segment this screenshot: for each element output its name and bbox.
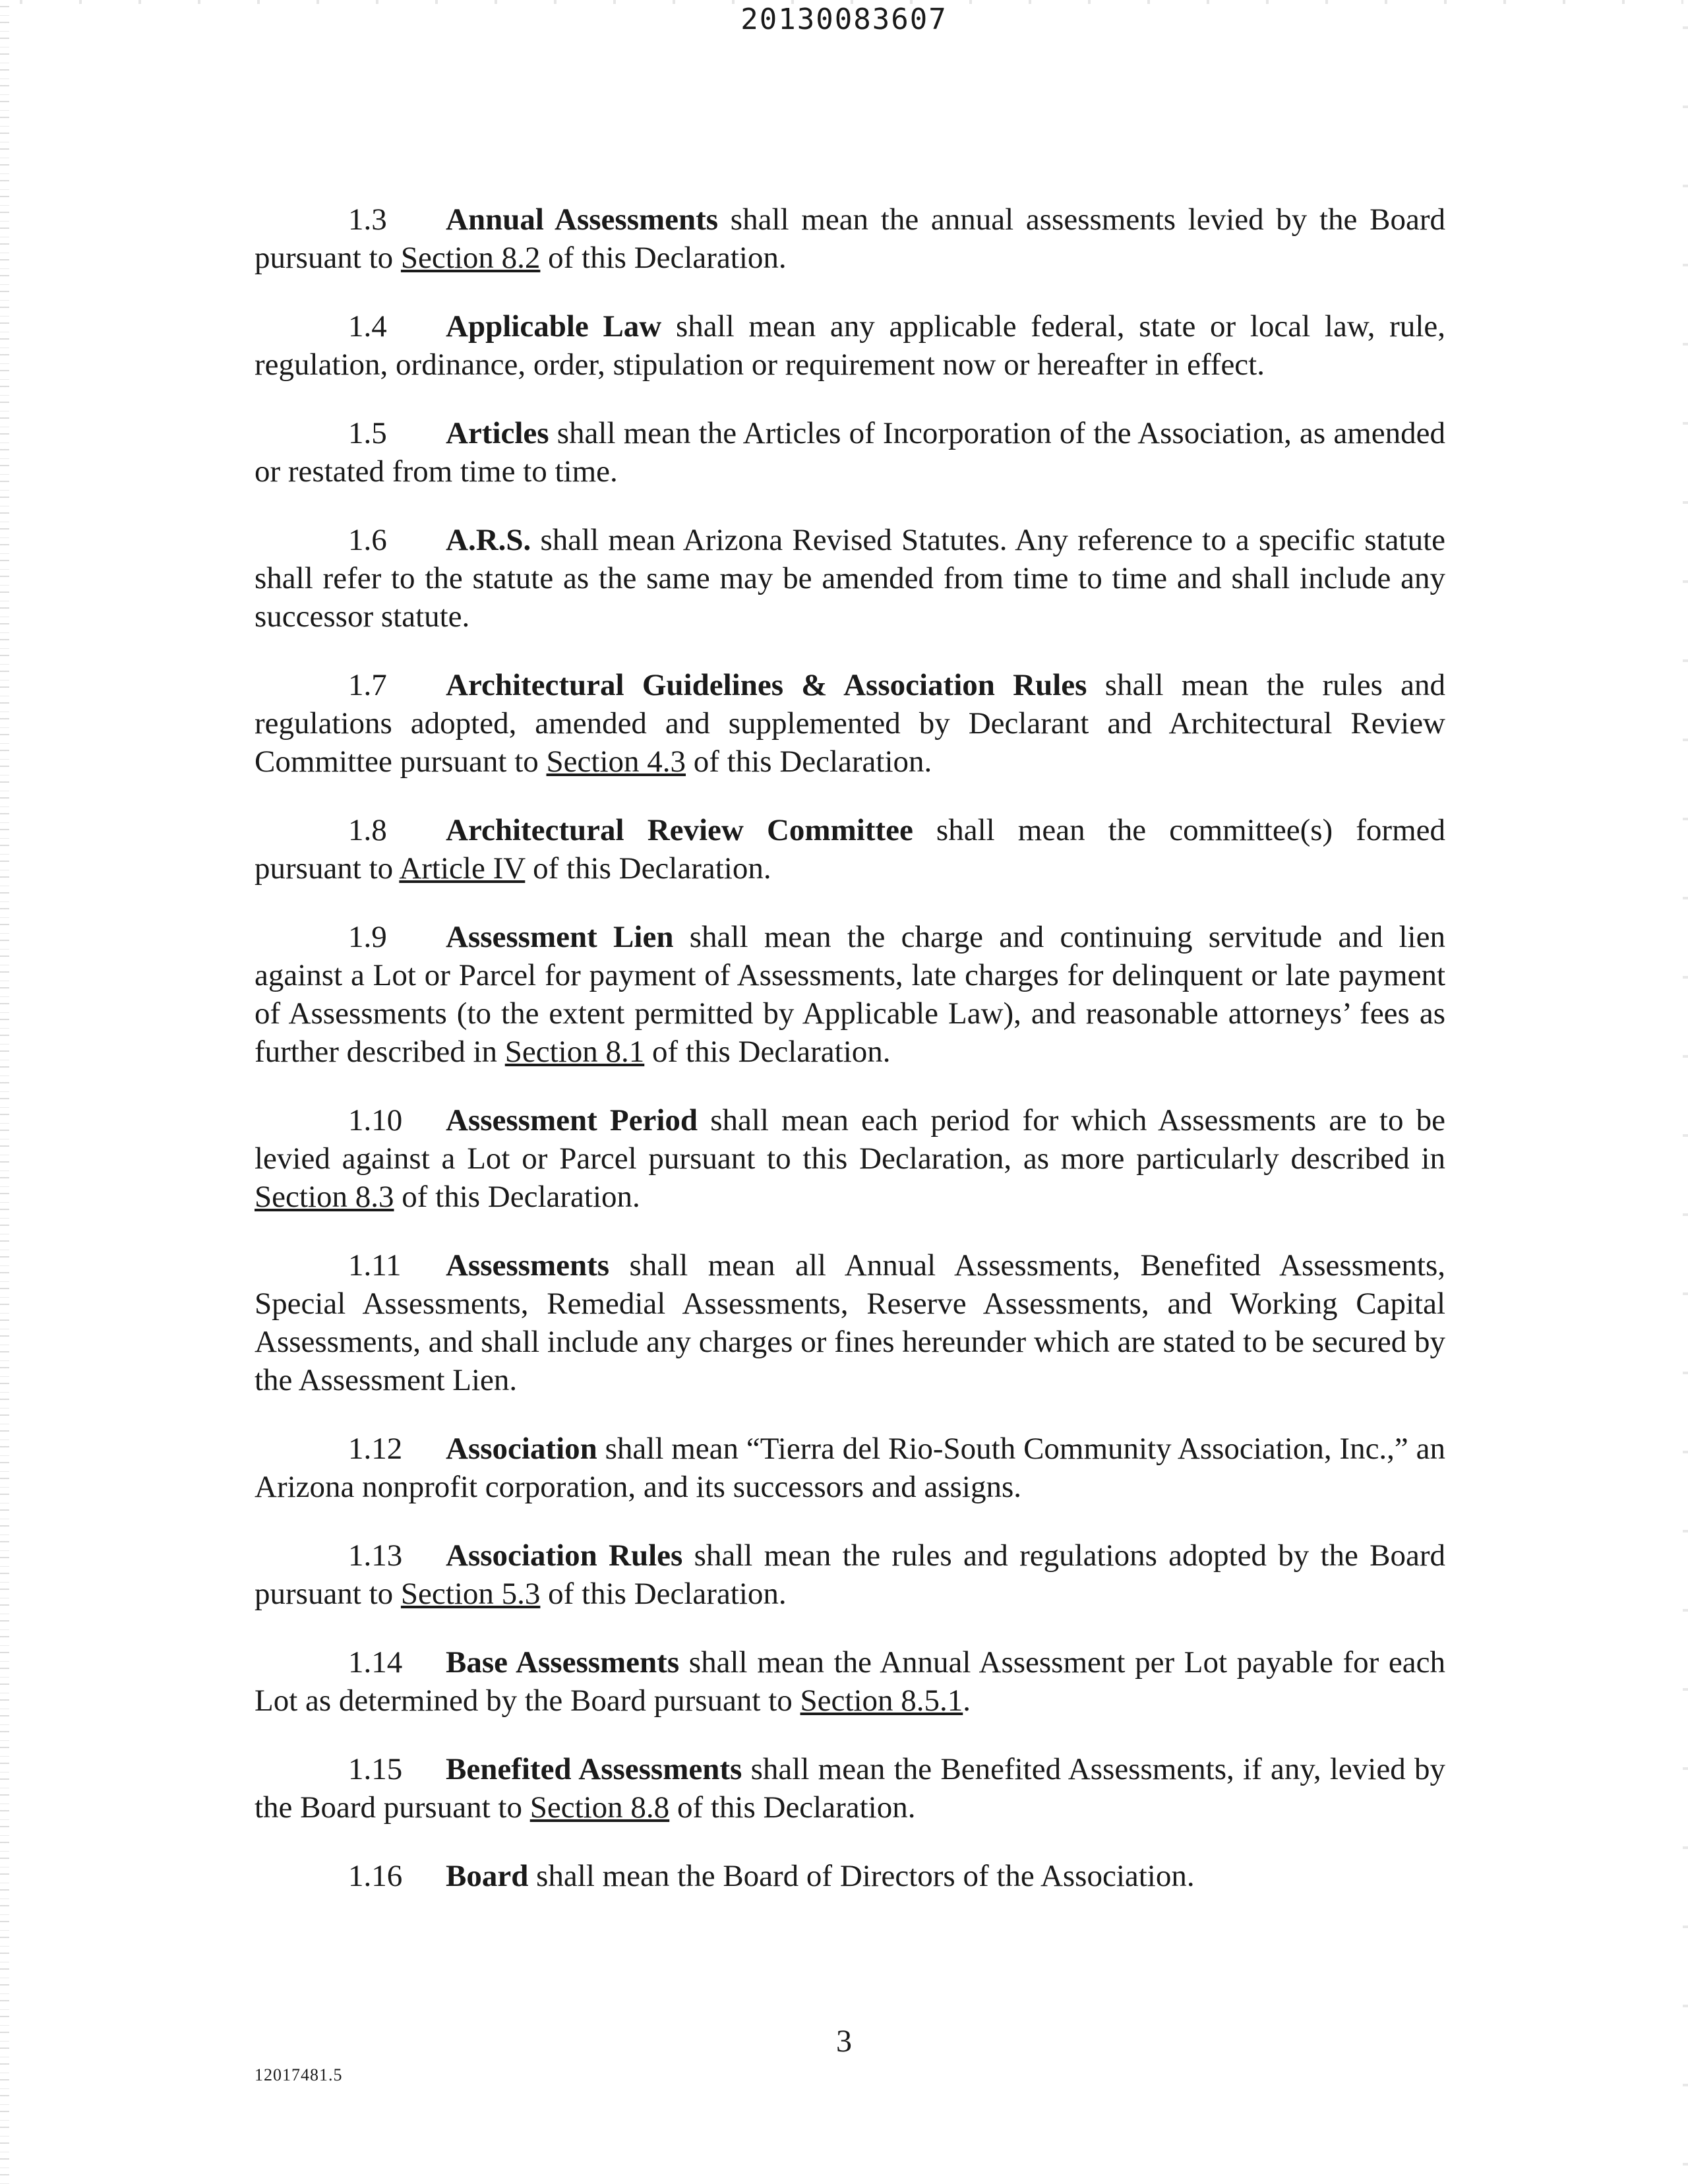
definition-term: Applicable Law [446,309,662,344]
article-reference: Article IV [399,851,526,886]
definition-text-end: of this Declaration. [525,851,771,886]
section-reference: Section 8.3 [255,1180,394,1214]
section-reference: Section 4.3 [546,744,686,779]
definition-text: shall mean the rules and regulations adopted by the Board pursuant to [255,1538,1445,1611]
definition-term: Assessment Period [446,1103,698,1138]
definition-term: Architectural Review Committee [446,813,913,847]
definition-text: shall mean the rules and regulations adopted, amended and supplemented by Declarant and Architectural Review Committee pursuant to [255,668,1445,779]
definition-paragraph [255,811,1445,888]
definition-number: 1.5 [348,416,387,450]
definition-number: 1.9 [348,920,387,954]
section-reference: Section 8.2 [400,241,541,275]
definition-number: 1.7 [348,668,387,702]
definition-text: shall mean the Board of Directors of the Association. [528,1859,1195,1893]
definition-term: Association [446,1432,597,1466]
section-reference: Section 8.8 [529,1790,670,1825]
definition-text: shall mean any applicable federal, state or local law, rule, regulation, ordinance, order, stipulation or requirement now or hereafter in effect. [255,309,1445,382]
page-number: 3 [836,2024,852,2059]
definition-number: 1.3 [348,202,387,237]
recording-number: 20130083607 [740,3,948,36]
definition-paragraph [255,307,1445,384]
definition-number: 1.8 [348,813,387,847]
definition-term: Assessments [446,1248,610,1283]
definition-paragraph [255,1643,1445,1720]
definition-paragraph [255,414,1445,491]
definition-text-end: of this Declaration. [686,744,932,779]
definition-number: 1.11 [348,1248,402,1283]
definition-text-end: of this Declaration. [540,241,787,275]
definition-text-end: of this Declaration. [540,1577,787,1611]
definition-text-end: of this Declaration. [669,1790,916,1825]
definition-text: shall mean all Annual Assessments, Benefited Assessments, Special Assessments, Remedial Assessments, Reserve Assessments, and Working Capital Assessments, and shall include any charges or fines hereunder which are stated to be secured by the Assessment Lien. [255,1248,1445,1397]
definition-number: 1.16 [348,1859,403,1893]
definition-term: Annual Assessments [446,202,719,237]
section-reference: Section 8.1 [504,1035,645,1069]
definition-paragraph [255,1246,1445,1399]
definition-text: shall mean Arizona Revised Statutes. Any reference to a specific statute shall refer to the statute as the same may be amended from time to time and shall include any successor statute. [255,523,1445,634]
definition-text: shall mean the charge and continuing servitude and lien against a Lot or Parcel for payment of Assessments, late charges for delinquent or late payment of Assessments (to the extent permitted by Applicable Law), and reasonable attorneys’ fees as further described in [255,920,1445,1069]
definition-term: Board [446,1859,529,1893]
definition-paragraph [255,1536,1445,1613]
section-reference: Section 5.3 [400,1577,541,1611]
definition-paragraph [255,1857,1445,1895]
definition-number: 1.14 [348,1645,403,1680]
definition-paragraph [255,918,1445,1071]
definition-text-end: . [963,1684,971,1718]
definition-text: shall mean the Benefited Assessments, if any, levied by the Board pursuant to [255,1752,1445,1825]
definition-text: shall mean the annual assessments levied by the Board pursuant to [255,202,1445,275]
definition-paragraph [255,200,1445,277]
definition-number: 1.15 [348,1752,403,1786]
definition-text: shall mean each period for which Assessments are to be levied against a Lot or Parcel pursuant to this Declaration, as more particularly described in [255,1103,1445,1176]
definition-text: shall mean the committee(s) formed pursuant to [255,813,1446,886]
definition-number: 1.6 [348,523,387,557]
definition-paragraph [255,1430,1445,1506]
definition-number: 1.4 [348,309,387,344]
definition-number: 1.10 [348,1103,403,1138]
definition-term: Articles [446,416,549,450]
definition-paragraph [255,521,1445,636]
definition-term: Architectural Guidelines & Association Rules [446,668,1087,702]
definition-text: shall mean the Annual Assessment per Lot payable for each Lot as determined by the Board pursuant to [255,1645,1446,1718]
definition-paragraph [255,1750,1445,1827]
definition-term: Base Assessments [446,1645,680,1680]
scan-edge-right [1683,0,1688,2184]
definitions-list [255,200,1445,1926]
definition-number: 1.12 [348,1432,403,1466]
definition-term: Assessment Lien [446,920,674,954]
definition-text: shall mean the Articles of Incorporation of the Association, as amended or restated from time to time. [255,416,1445,489]
definition-number: 1.13 [348,1538,403,1573]
definition-paragraph [255,1101,1445,1216]
definition-paragraph [255,666,1445,781]
definition-term: Benefited Assessments [446,1752,742,1786]
scan-edge-left [0,0,9,2184]
definition-term: A.R.S. [446,523,531,557]
section-reference: Section 8.5.1 [800,1684,963,1718]
definition-term: Association Rules [446,1538,683,1573]
definition-text: shall mean “Tierra del Rio-South Community Association, Inc.,” an Arizona nonprofit corporation, and its successors and assigns. [255,1432,1445,1504]
definition-text-end: of this Declaration. [644,1035,891,1069]
document-id: 12017481.5 [255,2065,343,2084]
definition-text-end: of this Declaration. [394,1180,640,1214]
